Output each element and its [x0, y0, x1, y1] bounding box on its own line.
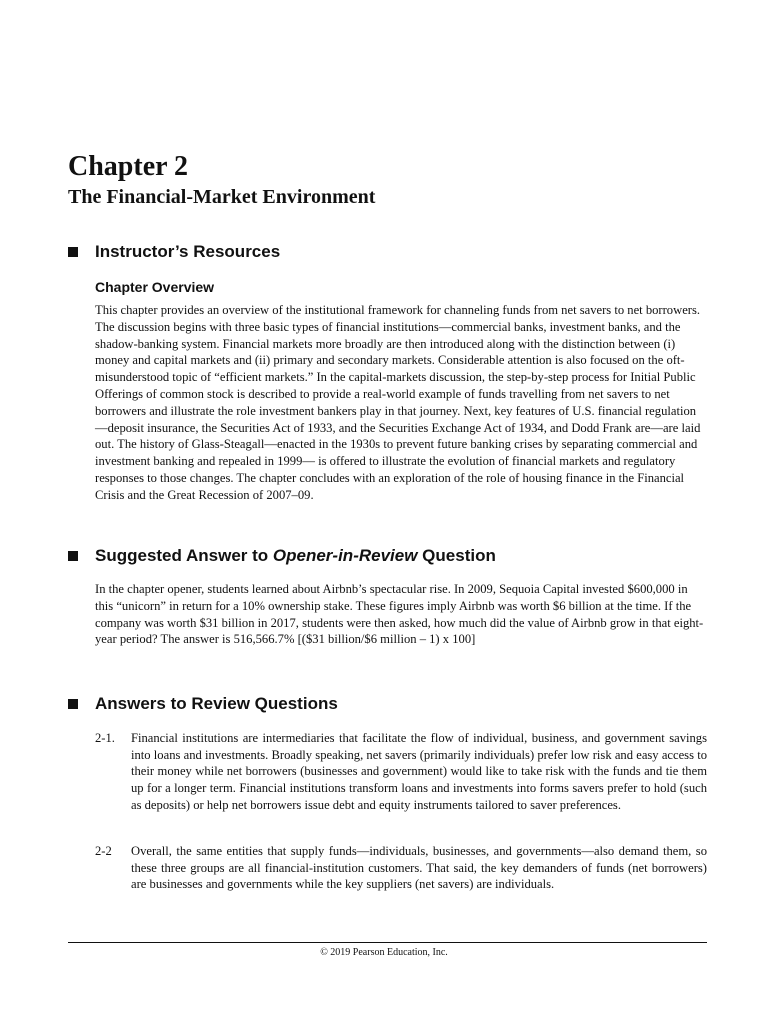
footer-copyright: © 2019 Pearson Education, Inc.: [320, 947, 448, 958]
chapter-title: The Financial-Market Environment: [68, 186, 376, 208]
square-bullet-icon: [68, 247, 78, 257]
chapter-overview-paragraph: This chapter provides an overview of the institutional framework for channeling funds from net savers to net borrowers. The discussion begins with three basic types of financial institutions—commercial banks, investment banks, and the shadow-banking system. Financial markets more broadly are then introduced along with the distinction between (i) money and capital markets and (ii) primary and secondary markets. Considerable attention is also focused on the oft-misunderstood topic of “efficient markets.” In the capital-markets discussion, the step-by-step process for Initial Public Offerings of common stock is described to provide a real-world example of funds travelling from net savers to net borrowers and illustrate the role investment bankers play in that journey. Next, key features of U.S. financial regulation—deposit insurance, the Securities Act of 1933, and the Securities Exchange Act of 1934, and Dodd Frank are—are laid out. The history of Glass-Steagall—enacted in the 1930s to prevent future banking crises by separating commercial and investment banking and repealed in 1999— is offered to illustrate the evolution of financial markets and regulatory responses to those changes. The chapter concludes with an exploration of the role of housing finance in the Financial Crisis and the Great Recession of 2007–09.: [95, 303, 701, 502]
opener-review-paragraph: In the chapter opener, students learned about Airbnb’s spectacular rise. In 2009, Sequoia Capital invested $600,000 in this “unicorn” in return for a 10% ownership stake. These figures imply Airbnb was worth $6 billion at the time. If the company was worth $31 billion in 2017, students were then asked, how much did the value of Airbnb grow in that eight-year period? The answer is 516,566.7% [($31 billion/$6 million – 1) x 100]: [95, 582, 704, 647]
review-answer-item: [95, 843, 707, 893]
opener-review-heading-italic: Opener-in-Review: [272, 546, 418, 565]
opener-review-heading: [68, 545, 496, 567]
review-answer-number: 2-1.: [95, 731, 115, 745]
instructor-resources-heading-text: Instructor’s Resources: [95, 242, 281, 261]
review-answer-number: 2-2: [95, 844, 112, 858]
chapter-number: Chapter 2: [68, 151, 189, 182]
review-answer-text: Financial institutions are intermediaries that facilitate the flow of individual, business, and government savings into loans and investments. Broadly speaking, net savers (primarily individuals) prefer low risk and easy access to their money while net borrowers (businesses and government) would like to take risk with the funds and tie them up for a longer term. Financial institutions transform loans and investments into forms savers prefer to hold (such as deposits) or help net borrowers issue debt and equity instruments tailored to saver preferences.: [131, 731, 707, 812]
opener-review-heading-suffix: Question: [417, 546, 496, 565]
footer-divider: [68, 942, 707, 943]
instructor-resources-heading: [68, 241, 280, 263]
review-questions-heading-text: Answers to Review Questions: [95, 694, 338, 713]
square-bullet-icon: [68, 699, 78, 709]
review-answer-text: Overall, the same entities that supply funds—individuals, businesses, and governments—also demand them, so these three groups are all financial-institution customers. That said, the key demanders of funds (net borrowers) are businesses and governments while the key suppliers (net savers) are individuals.: [131, 844, 707, 892]
chapter-overview-heading: Chapter Overview: [95, 279, 215, 295]
opener-review-heading-prefix: Suggested Answer to: [95, 546, 273, 565]
review-answer-item: [95, 730, 707, 814]
review-questions-heading: [68, 693, 338, 715]
square-bullet-icon: [68, 551, 78, 561]
